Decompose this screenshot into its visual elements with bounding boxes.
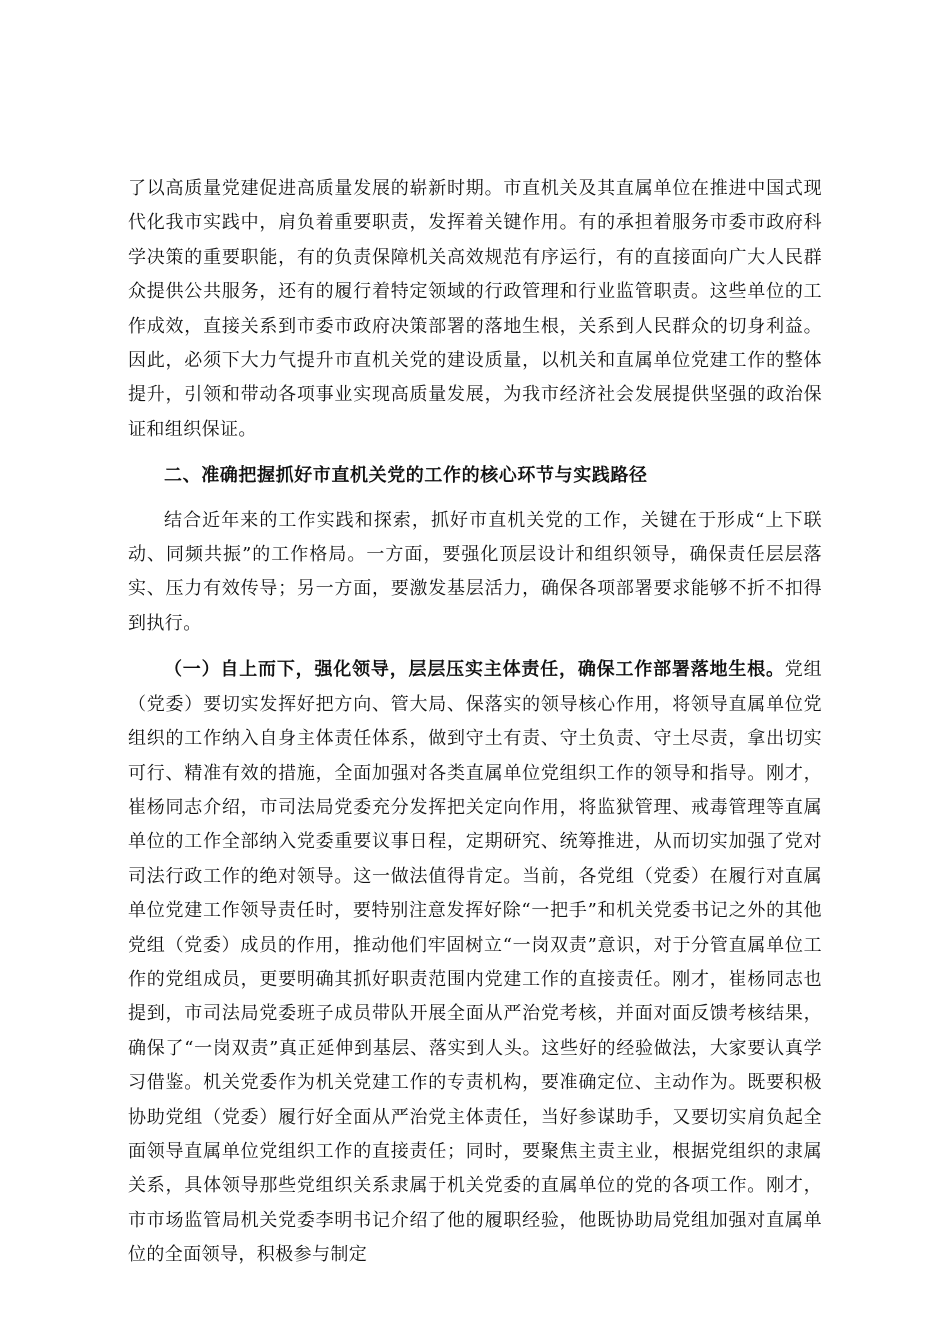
paragraph-subsection-one: [128, 653, 822, 1272]
subsection-body: 党组（党委）要切实发挥好把方向、管大局、保落实的领导核心作用，将领导直属单位党组织的工作纳入自身主体责任体系，做到守土有责、守土负责、守土尽责，拿出切实可行、精准有效的措施，全面加强对各类直属单位党组织工作的领导和指导。刚才，崔杨同志介绍，市司法局党委充分发挥把关定向作用，将监狱管理、戒毒管理等直属单位的工作全部纳入党委重要议事日程，定期研究、统筹推进，从而切实加强了党对司法行政工作的绝对领导。这一做法值得肯定。当前，各党组（党委）在履行对直属单位党建工作领导责任时，要特别注意发挥好除“一把手”和机关党委书记之外的其他党组（党委）成员的作用，推动他们牢固树立“一岗双责”意识，对于分管直属单位工作的党组成员，更要明确其抓好职责范围内党建工作的直接责任。刚才，崔杨同志也提到，市司法局党委班子成员带队开展全面从严治党考核，并面对面反馈考核结果，确保了“一岗双责”真正延伸到基层、落实到人头。这些好的经验做法，大家要认真学习借鉴。机关党委作为机关党建工作的专责机构，要准确定位、主动作为。既要积极协助党组（党委）履行好全面从严治党主体责任，当好参谋助手，又要切实肩负起全面领导直属单位党组织工作的直接责任；同时，要聚焦主责主业，根据党组织的隶属关系，具体领导那些党组织关系隶属于机关党委的直属单位的党的各项工作。刚才，市市场监管局机关党委李明书记介绍了他的履职经验，他既协助局党组加强对直属单位的全面领导，积极参与制定: [128, 659, 822, 1266]
subsection-lead: （一）自上而下，强化领导，层层压实主体责任，确保工作部署落地生根。: [164, 659, 785, 681]
section-heading: 二、准确把握抓好市直机关党的工作的核心环节与实践路径: [164, 465, 648, 487]
document-body: [128, 172, 822, 1273]
paragraph-intro: 结合近年来的工作实践和探索，抓好市直机关党的工作，关键在于形成“上下联动、同频共振”的工作格局。一方面，要强化顶层设计和组织领导，确保责任层层落实、压力有效传导；另一方面，要激发基层活力，确保各项部署要求能够不折不扣得到执行。: [128, 509, 822, 634]
paragraph-continuation: 了以高质量党建促进高质量发展的崭新时期。市直机关及其直属单位在推进中国式现代化我市实践中，肩负着重要职责，发挥着关键作用。有的承担着服务市委市政府科学决策的重要职能，有的负责保障机关高效规范有序运行，有的直接面向广大人民群众提供公共服务，还有的履行着特定领域的行政管理和行业监管职责。这些单位的工作成效，直接关系到市委市政府决策部署的落地生根，关系到人民群众的切身利益。因此，必须下大力气提升市直机关党的建设质量，以机关和直属单位党建工作的整体提升，引领和带动各项事业实现高质量发展，为我市经济社会发展提供坚强的政治保证和组织保证。: [128, 178, 822, 440]
